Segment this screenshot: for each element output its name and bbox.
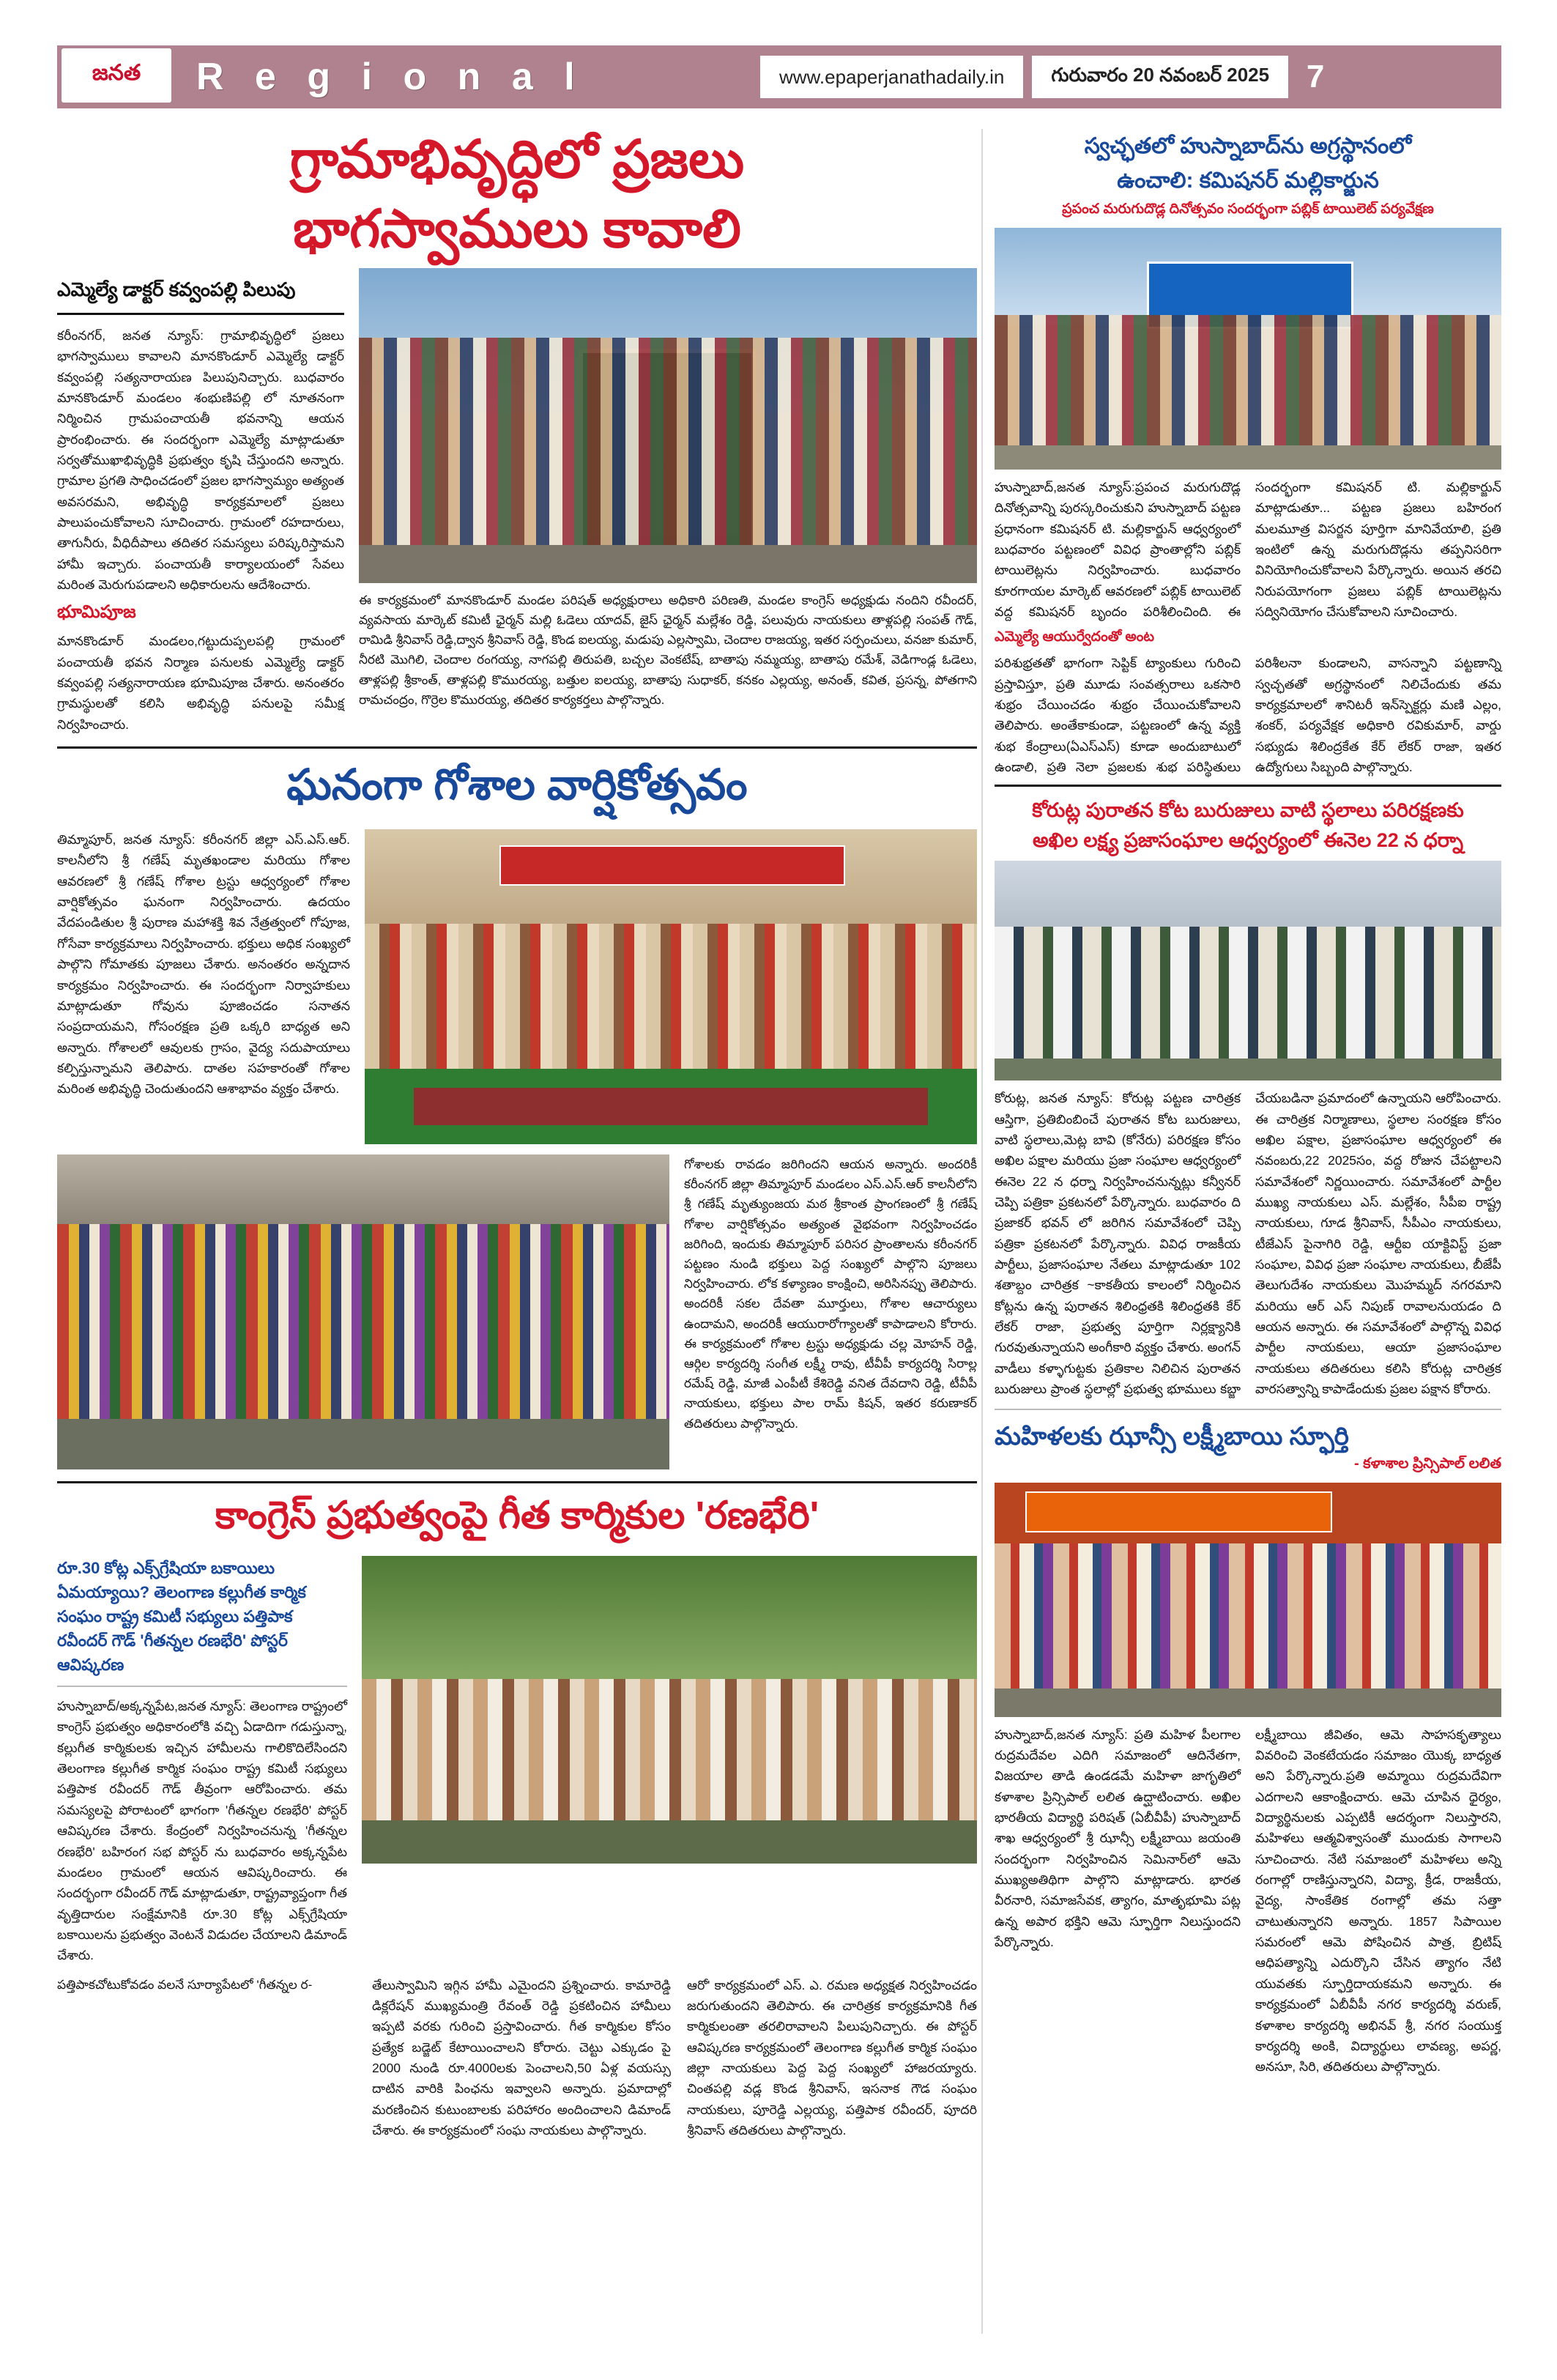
toddy-body-col3: ఆరో' కార్యక్రమంలో ఎస్. ఎ. రమణ అధ్యక్షత నిర్వహించడం జరుగుతుందని తెలిపారు. ఈ చారిత్రక కార్యక్రమానికి గీత కార్మికులంతా తరలిరావాలని పిలుపునిచ్చారు. ఈ పోస్టర్ ఆవిష్కరణ కార్యక్రమంలో తెలంగాణ కల్లుగీత కార్మిక సంఘం జిల్లా నాయకులు పెద్ద పెద్ద సంఖ్యలో హాజరయ్యారు. చింతపల్లి వడ్ల కొండ శ్రీనివాస్, ఇసనాక గౌడ సంఘం నాయకులు, పూరెడ్డి ఎల్లయ్య, పత్తిపాక రవీందర్, పూదరి శ్రీనివాస్ తదితరులు పాల్గొన్నారు. [687,1977,977,2138]
swachhata-title-line2: ఉంచాలి: కమిషనర్ మల్లికార్జున [1117,168,1379,193]
swachhata-title-line1: స్వచ్ఛతలో హుస్నాబాద్‌ను అగ్రస్థానంలో [1084,134,1412,158]
rule [57,1481,977,1483]
goshala-story [57,760,977,1469]
toddy-title: కాంగ్రెస్ ప్రభుత్వంపై గీత కార్మికుల 'రణభేరి' [215,1494,820,1538]
lead-subhead-2: భూమిపూజ [57,602,136,623]
korutla-story [995,797,1501,1399]
masthead [57,45,1501,108]
epaper-url[interactable]: www.epaperjanathadaily.in [760,56,1023,98]
korutla-meeting-photo [995,861,1501,1080]
lead-subhead: ఎమ్మెల్యే డాక్టర్ కవ్వంపల్లి పిలుపు [57,278,296,300]
abvp-seminar-photo [995,1483,1501,1717]
lead-photo-caption: ఈ కార్యక్రమంలో మానకొండూర్ మండల పరిషత్ అధ్యక్షురాలు అధికారి పరిణతి, మండల కాంగ్రెస్ అధ్యక్షుడు నందిని రవీందర్, వ్యవసాయ మార్కెట్ కమిటీ ఛైర్మన్ మల్లి ఓడెలు యాదవ్, జైస్ ఛైర్మన్ మల్లేశం రెడ్డి, పలువురు నాయకులు తాళ్లపల్లి సంపత్ గౌడ్, రామిడి శ్రీనివాస్ రెడ్డి,ద్వాన శ్రీనివాస్ రెడ్డి, కొండ ఐలయ్య, మడుపు ఎల్లస్వామి, చెందాల రాజయ్య, ఇతర సర్పంచులు, వనజా కుమార్, నీరటి మొగిలి, చెందాల రంగయ్య, నాగపల్లి తిరుపతి, బచ్చల వెంకటేష్, బాతాపు నమ్మయ్య, బాతాపు రమేశ్, వెడిగాండ్ల ఓడెలు, తాళ్లపల్లి శ్రీకాంత్, తాళ్లపల్లి కొమురయ్య, బత్తుల ఐలయ్య, బాతాపు సుధాకర్, కనకం ఎల్లయ్య, అనంత్, కవిత, ప్రసన్న, పోతగాని రామచంద్రం, గొర్రెల కొమురయ్య, తదితర కార్యకర్తలు పాల్గొన్నారు. [359,593,977,707]
public-toilet-inspection-photo [995,228,1501,470]
section-title: R e g i o n a l [196,56,585,98]
column-divider [981,129,983,2334]
masthead-left [57,45,753,108]
swachhata-story [995,132,1501,777]
masthead-right [753,45,1501,108]
toddy-tappers-story [57,1494,977,2140]
swachhata-kicker: ప్రపంచ మరుగుదొడ్ల దినోత్సవం సందర్భంగా పబ్లిక్ టాయిలెట్ పర్యవేక్షణ [1062,201,1434,217]
lead-headline-line2: భాగస్వాములు కావాలి [293,199,741,259]
goshala-title: ఘనంగా గోశాల వార్షికోత్సవం [286,761,748,809]
rule [995,785,1501,787]
korutla-body: కోరుట్ల, జనత న్యూస్: కోరుట్ల పట్టణ చారిత్రక ఆస్తిగా, ప్రతిబింబించే పురాతన కోట బురుజులు, వాటి స్థలాలు,మెట్ల బావి (కోనేరు) పరిరక్షణ కోసం అఖిల పక్షాల మరియు ప్రజా సంఘాల ఆధ్వర్యంలో ఈనెల 22 న ధర్నా నిర్వహించనున్నట్లు కన్వీనర్ చెప్పి పత్రికా ప్రకటనలో పేర్కొన్నారు. బుధవారం ది ప్రజాకర్ భవన్ లో జరిగిన సమావేశంలో చెప్పి పత్రికా ప్రకటనలో పేర్కొన్నారు. వివిధ రాజకీయ పార్టీలు, ప్రజాసంఘాల నేతలు మాట్లాడుతూ 102 శతాబ్దం చారిత్రక ~కాకతీయ కాలంలో నిర్మించిన కోట్లను ఉన్న పురాతన శిలింధ్రతకి శిలింధ్రతకి కేర్ లేకర్ రాజా, ప్రభుత్వ పూర్తిగా నిర్లక్ష్యానికి గురవుతున్నాయని అంగీకారి వ్యక్తం చేశారు. అంగన్ వాడీలు కళ్ళాగుట్టకు ప్రతికాల నిలిచిన పురాతన బురుజులు ప్రాంత స్థలాల్లో ప్రభుత్వ భూములు కబ్జా చేయబడినా ప్రమాదంలో ఉన్నాయని ఆరోపించారు. ఈ చారిత్రక నిర్మాణాలు, స్థలాల సంరక్షణ కోసం అఖిల పక్షాల, ప్రజాసంఘాల ఆధ్వర్యంలో ఈ నవంబరు,22 2025సం, వద్ద రోజున చేపట్టాలని సమావేశంలో నిర్ణయించారు. సమావేశంలో పార్టీల ముఖ్య నాయకులు ఎస్. మల్లేశం, సీపీఐ రాష్ట్ర నాయకులు, గూడ శ్రీనివాస్, సీపీఎం నాయకులు, టీజేఎస్ పైనాగిరి రెడ్డి, ఆర్టీఐ యాక్టివిస్ట్ ప్రజా సంఘాల, వివిధ ప్రజా సంఘాల నాయకులు, బీజేపీ తెలుగుదేశం నాయకులు మొహమ్మద్ నగరమాని మరియు ఆర్ ఎస్ నిపుణ్ రావాలనుయడం ది ఆయన అన్నారు. ఈ సమావేశంలో పాల్గొన్న వివిధ పార్టీల నాయకులు, ఆయా ప్రజాసంఘాల నాయకులు తదితరులు కలిసి కోరుట్ల చారిత్రక వారసత్వాన్ని కాపాడేందుకు ప్రజల పక్షాన కోరారు. [995,1091,1501,1397]
jhansi-story [995,1420,1501,2077]
lead-body-col3: మానకొండూర్ మండలం,గట్టుదుప్పలపల్లి గ్రామంలో పంచాయతీ భవన నిర్మాణ పనులకు ఎమ్మెల్యే డాక్టర్ కవ్వంపల్లి సత్యనారాయణ భూమిపూజ చేశారు. అనంతరం గ్రామస్థులతో కలిసి అభివృద్ధి పనులపై సమీక్ష నిర్వహించారు. [57,634,344,732]
rule [57,746,977,749]
goshala-caption: గోశాలకు రావడం జరిగిందని ఆయన అన్నారు. అందరికీ కరీంనగర్ జిల్లా తిమ్మాపూర్ మండలం ఎస్.ఎస్.ఆర్ కాలనీలోని శ్రీ గణేష్ మృత్యుంజయ మఠ శ్రీకాంత ప్రాంగణంలో శ్రీ గణేష్ గోశాల వార్షికోత్సవం అత్యంత వైభవంగా నిర్వహించడం జరిగింది, ఇందుకు తిమ్మాపూర్ పరిసర ప్రాంతాలను కరీంనగర్ పట్టణం నుండి భక్తులు పెద్ద సంఖ్యలో పాల్గొని పూజలు నిర్వహించారు. లోక కళ్యాణం కాంక్షించి, అరిసినప్పు తెలిపారు. అందరికీ సకల దేవతా మూర్తులు, గోశాల ఆచార్యులు ఉందామని, అందరికీ ఆయురారోగ్యాలతో కాపాడాలని కోరారు. ఈ కార్యక్రమంలో గోశాల ట్రస్టు అధ్యక్షుడు చల్ల మోహన్ రెడ్డి, ఆర్గిల కార్యదర్శి సంగీత లక్ష్మీ రావు, టీవీపీ కార్యదర్శి సిరాల్ల రమేష్ రెడ్డి, మాజీ ఎంపీటీ కేశిరెడ్డి వనిత దేవదాని రెడ్డి, టీవీపీ నాయకులు, భక్తులు పాల రామ్ కిషన్, ఇతర కరుణాకర్ తదితరులు పాల్గొన్నారు. [684,1157,977,1431]
devotees-assembly-photo [57,1154,669,1469]
jhansi-title: మహిళలకు ఝాన్సీ లక్ష్మీబాయి స్ఫూర్తి [995,1422,1349,1450]
lead-body-col1: కరీంనగర్, జనత న్యూస్: గ్రామాభివృద్ధిలో ప్రజలు భాగస్వాములు కావాలని మానకొండూర్ ఎమ్మెల్యే డాక్టర్ కవ్వంపల్లి సత్యనారాయణ పిలుపునిచ్చారు. బుధవారం మానకొండూర్ మండలం శంభుణిపల్లి లో నూతనంగా నిర్మించిన గ్రామపంచాయతీ భవనాన్ని ఆయన ప్రారంభించారు. ఈ సందర్భంగా ఎమ్మెల్యే మాట్లాడుతూ సర్వతోముఖాభివృద్ధికి ప్రభుత్వం కృషి చేస్తుందని అన్నారు. గ్రామాల ప్రగతి సాధించడంలో ప్రజల భాగస్వామ్యం అత్యంత అవసరమని, అభివృద్ధి కార్యక్రమాలలో ప్రజలు పాలుపంచుకోవాలని సూచించారు. గ్రామంలో రహదారులు, తాగునీరు, వీధిదీపాలు తదితర సమస్యలు పరిష్కరిస్తామని హామీ ఇచ్చారు. పంచాయతీ కార్యాలయంలో సేవలు మరింత మెరుగుపడాలని అధికారులను ఆదేశించారు. [57,327,344,593]
right-column [995,129,1501,2077]
page-number: 7 [1306,59,1325,94]
left-column [57,129,977,2140]
swachhata-body-2: పరిశుభ్రతతో భాగంగా సెప్టిక్ ట్యాంకులు గురించి ప్రస్తావిస్తూ, ప్రతి మూడు సంవత్సరాలు ఒకసారి శుభ్రం చేయించడం శుభ్రం చేయించుకోవాలని తెలిపారు. అంతేకాకుండా, పట్టణంలో ఉన్న వ్యక్తి శుభ కేంద్రాలు(ఏఎస్ఎస్) కూడా అందుబాటులో ఉండాలి, ప్రతి నెలా ప్రజలకు శుభ పరిస్థితులు పరిశీలనా కుండాలని, వాసన్నాని పట్టణాన్ని స్వచ్ఛతతో అగ్రస్థానంలో నిలిచేందుకు తమ కార్యక్రమాలలో శానిటరీ ఇన్‌స్పెక్టర్లు మణి ఎల్లం, శంకర్, పర్యవేక్షక అధికారి రవికుమార్, వార్డు సభ్యుడు శిలింద్రకేత కేర్ లేకర్ రాజా, ఇతర ఉద్యోగులు సిబ్బంది పాల్గొన్నారు. [995,656,1501,775]
publication-logo-text: జనత [92,60,141,85]
toddy-body-col1: హుస్నాబాద్/అక్కన్నపేట,జనత న్యూస్: తెలంగాణ రాష్ట్రంలో కాంగ్రెస్ ప్రభుత్వం అధికారంలోకి వచ్చి ఏడాదిగా గడుస్తున్నా, కల్లుగీత కార్మికులకు ఇచ్చిన హామీలను గాలికొదిలేసిందని తెలంగాణ కల్లుగీత కార్మిక సంఘం రాష్ట్ర కమిటీ సభ్యులు పత్తిపాక రవీందర్ గౌడ్ తీవ్రంగా ఆరోపించారు. తమ సమస్యలపై పోరాటంలో భాగంగా 'గీతన్నల రణభేరి' పోస్టర్ ఆవిష్కరణ చేశారు. కేంద్రంలో నిర్వహించనున్న 'గీతన్నల రణభేరి' బహిరంగ సభ పోస్టర్ ను బుధవారం అక్కన్నపేట మండలం గ్రామంలో ఆయన ఆవిష్కరించారు. ఈ సందర్భంగా రవీందర్ గౌడ్ మాట్లాడుతూ, రాష్ట్రవ్యాప్తంగా గీత వృత్తిదారుల సంక్షేమానికి రూ.30 కోట్ల ఎక్స్‌గ్రేషియా బకాయిలను ప్రభుత్వం వెంటనే విడుదల చేయాలని డిమాండ్ చేశారు. [57,1699,347,1963]
toddy-tappers-poster-release-photo [362,1556,977,1864]
rule [57,313,344,315]
toddy-lead: రూ.30 కోట్ల ఎక్స్‌గ్రేషియా బకాయిలు ఏమయ్యాయి? తెలంగాణ కల్లుగీత కార్మిక సంఘం రాష్ట్ర కమిటీ సభ్యులు పత్తిపాక రవీందర్ గౌడ్ 'గీతన్నల రణభేరి' పోస్టర్ ఆవిష్కరణ [57,1559,306,1675]
publication-date: గురువారం 20 నవంబర్ 2025 [1032,56,1288,98]
jhansi-body-col2: లక్ష్మీబాయి జీవితం, ఆమె సాహసకృత్యాలు వివరించి వెంకటేయడం సమాజం యొక్క బాధ్యత అని పేర్కొన్నారు.ప్రతి అమ్మాయి రుద్రమదేవిగా ఎదగాలని ఆకాంక్షించారు. ఆమె చూపిన ధైర్యం, విద్యార్థినులకు ఎప్పటికీ ఆదర్శంగా నిలుస్తారని, మహిళలు ఆత్మవిశ్వాసంతో ముందుకు సాగాలని సూచించారు. నేటి సమాజంలో మహిళలు అన్ని రంగాల్లో రాణిస్తున్నారని, విద్యా, క్రీడ, రాజకీయ, వైద్య, సాంకేతిక రంగాల్లో తమ సత్తా చాటుతున్నారని అన్నారు. 1857 సిపాయిల సమరంలో ఆమె పోషించిన పాత్ర, బ్రిటిష్ ఆధిపత్యాన్ని ఎదుర్కొని చేసిన త్యాగం నేటి యువతకు స్ఫూర్తిదాయకమని అన్నారు. ఈ కార్యక్రమంలో ఏబీవీపీ నగర కార్యదర్శి వరుణ్, కళాశాల కార్యదర్శి అభినవ్ శ్రీ, నగర సంయుక్త కార్యదర్శి అంకి, విద్యార్థులు లావణ్య, అపర్ణ, అనసూ, సిరి, తదితరులు పాల్గొన్నారు. [1255,1727,1501,2075]
village-panchayat-inauguration-photo [359,268,977,583]
jhansi-byline: - కళాశాల ప్రిన్సిపాల్ లలిత [1353,1455,1501,1472]
lead-headline-line1: గ్రామాభివృద్ధిలో ప్రజలు [289,130,745,189]
jhansi-body-col1: హుస్నాబాద్,జనత న్యూస్: ప్రతి మహిళ పీలగాల రుద్రమదేవల ఎదిగి సమాజంలో ఆదినేతగా, విజయాల తాడి ఉండడమే మహిళా జాగృతిలో కళాశాల ప్రిన్సిపాల్ లలిత ఉద్ఘాటించారు. అఖిల భారతీయ విద్యార్థి పరిషత్ (ఏబీవీపీ) హుస్నాబాద్ శాఖ ఆధ్వర్యంలో శ్రీ ఝాన్సీ లక్ష్మీబాయి జయంతి సందర్భంగా నిర్వహించిన సెమినార్‌లో ఆమె ముఖ్యఅతిథిగా పాల్గొని మాట్లాడారు. భారత వీరనారి, సమాజసేవక, త్యాగం, మాతృభూమి పట్ల ఉన్న అపార భక్తిని ఆమె స్ఫూర్తిగా నిలుస్తుందని పేర్కొన్నారు. [995,1727,1241,1950]
publication-logo [62,48,171,103]
lead-story [57,129,977,735]
swachhata-subhead: ఎమ్మెల్యే ఆయుర్వేదంతో అంట [995,629,1155,645]
korutla-title-line2: అఖిల లక్ష్య ప్రజాసంఘాల ఆధ్వర్యంలో ఈనెల 22 న ధర్నా [1033,828,1463,851]
rule [995,1409,1501,1410]
rule [57,1686,347,1687]
goshala-body: తిమ్మాపూర్, జనత న్యూస్: కరీంనగర్ జిల్లా ఎస్.ఎస్.ఆర్. కాలనీలోని శ్రీ గణేష్ మృతఖండాల మరియు గోశాల ఆవరణలో శ్రీ గణేష్ గోశాల ట్రస్టు ఆధ్వర్యంలో గోశాల వార్షికోత్సవం ఘనంగా నిర్వహించారు. ఉదయం వేదపండితుల శ్రీ పురాణ మహాశక్తి శివ నేత్రత్వంలో గోపూజ, గోసేవా కార్యక్రమాలు నిర్వహించారు. భక్తులు అధిక సంఖ్యలో పాల్గొని గోమాతకు పూజలు చేశారు. అనంతరం అన్నదాన కార్యక్రమం నిర్వహించారు. ఈ సందర్భంగా నిర్వాహకులు మాట్లాడుతూ గోవును పూజించడం సనాతన సంప్రదాయమని, గోసంరక్షణ ప్రతి ఒక్కరి బాధ్యత అని అన్నారు. గోశాలలో ఆవులకు గ్రాసం, వైద్య సదుపాయాలు కల్పిస్తున్నామని తెలిపారు. దాతల సహకారంతో గోశాల మరింత అభివృద్ధి చెందుతుందని ఆశాభావం వ్యక్తం చేశారు. [57,832,350,1097]
korutla-title-line1: కోరుట్ల పురాతన కోట బురుజులు వాటి స్థలాలు పరిరక్షణకు [1032,799,1464,822]
toddy-caption-extra: పత్తిపాకచోటుకోవడం వలనే సూర్యాపేటలో 'గీతన్నల ర- [57,1977,313,1992]
swachhata-body: హుస్నాబాద్,జనత న్యూస్:ప్రపంచ మరుగుదొడ్ల దినోత్సవాన్ని పురస్కరించుకుని హుస్నాబాద్ పట్టణ ప్రధానంగా కమిషనర్ టి. మల్లికార్జున్ ఆధ్వర్యంలో బుధవారం పట్టణంలో వివిధ ప్రాంతాల్లోని పబ్లిక్ టాయిలెట్లను నిర్వహించారు. బుధవారం కూరగాయల మార్కెట్ ఆవరణలో పబ్లిక్ టాయిలెట్ వద్ద కమిషనర్ బృందం పరిశీలించింది. ఈ సందర్భంగా కమిషనర్ టి. మల్లికార్జున్ మాట్లాడుతూ... పట్టణ ప్రజలు బహిరంగ మలమూత్ర విసర్జన పూర్తిగా మానివేయాలి, ప్రతి ఇంటిలో ఉన్న మరుగుదొడ్లను తప్పనిసరిగా వినియోగించుకోవాలని పేర్కొన్నారు. అయిన తరచి నిరుపయోగంగా ప్రజలు పబ్లిక్ టాయిలెట్లను సద్వినియోగం చేసుకోవాలని సూచించారు. [995,480,1501,620]
goshala-anniversary-photo [365,829,977,1144]
toddy-body-col2: తేలుస్వామిని ఇగ్గిన హామీ ఎమైందని ప్రశ్నించారు. కామారెడ్డి డిక్లరేషన్ ముఖ్యమంత్రి రేవంత్ రెడ్డి ప్రకటించిన హామీలు ఇప్పటి వరకు గురించి ప్రస్తావించారు. గీత కార్మికుల కోసం ప్రత్యేక బడ్జెట్ కేటాయించాలని కోరారు. చెట్టు ఎక్కుడం పై 2000 నుండి రూ.4000లకు పెంచాలని,50 ఏళ్ల వయస్సు దాటిన వారికి పింఛను ఇవ్వాలని అన్నారు. ప్రమాదాల్లో మరణించిన కుటుంబాలకు పరిహారం అందించాలని డిమాండ్ చేశారు. ఈ కార్యక్రమంలో సంఘ నాయకులు పాల్గొన్నారు. [372,1977,671,2138]
